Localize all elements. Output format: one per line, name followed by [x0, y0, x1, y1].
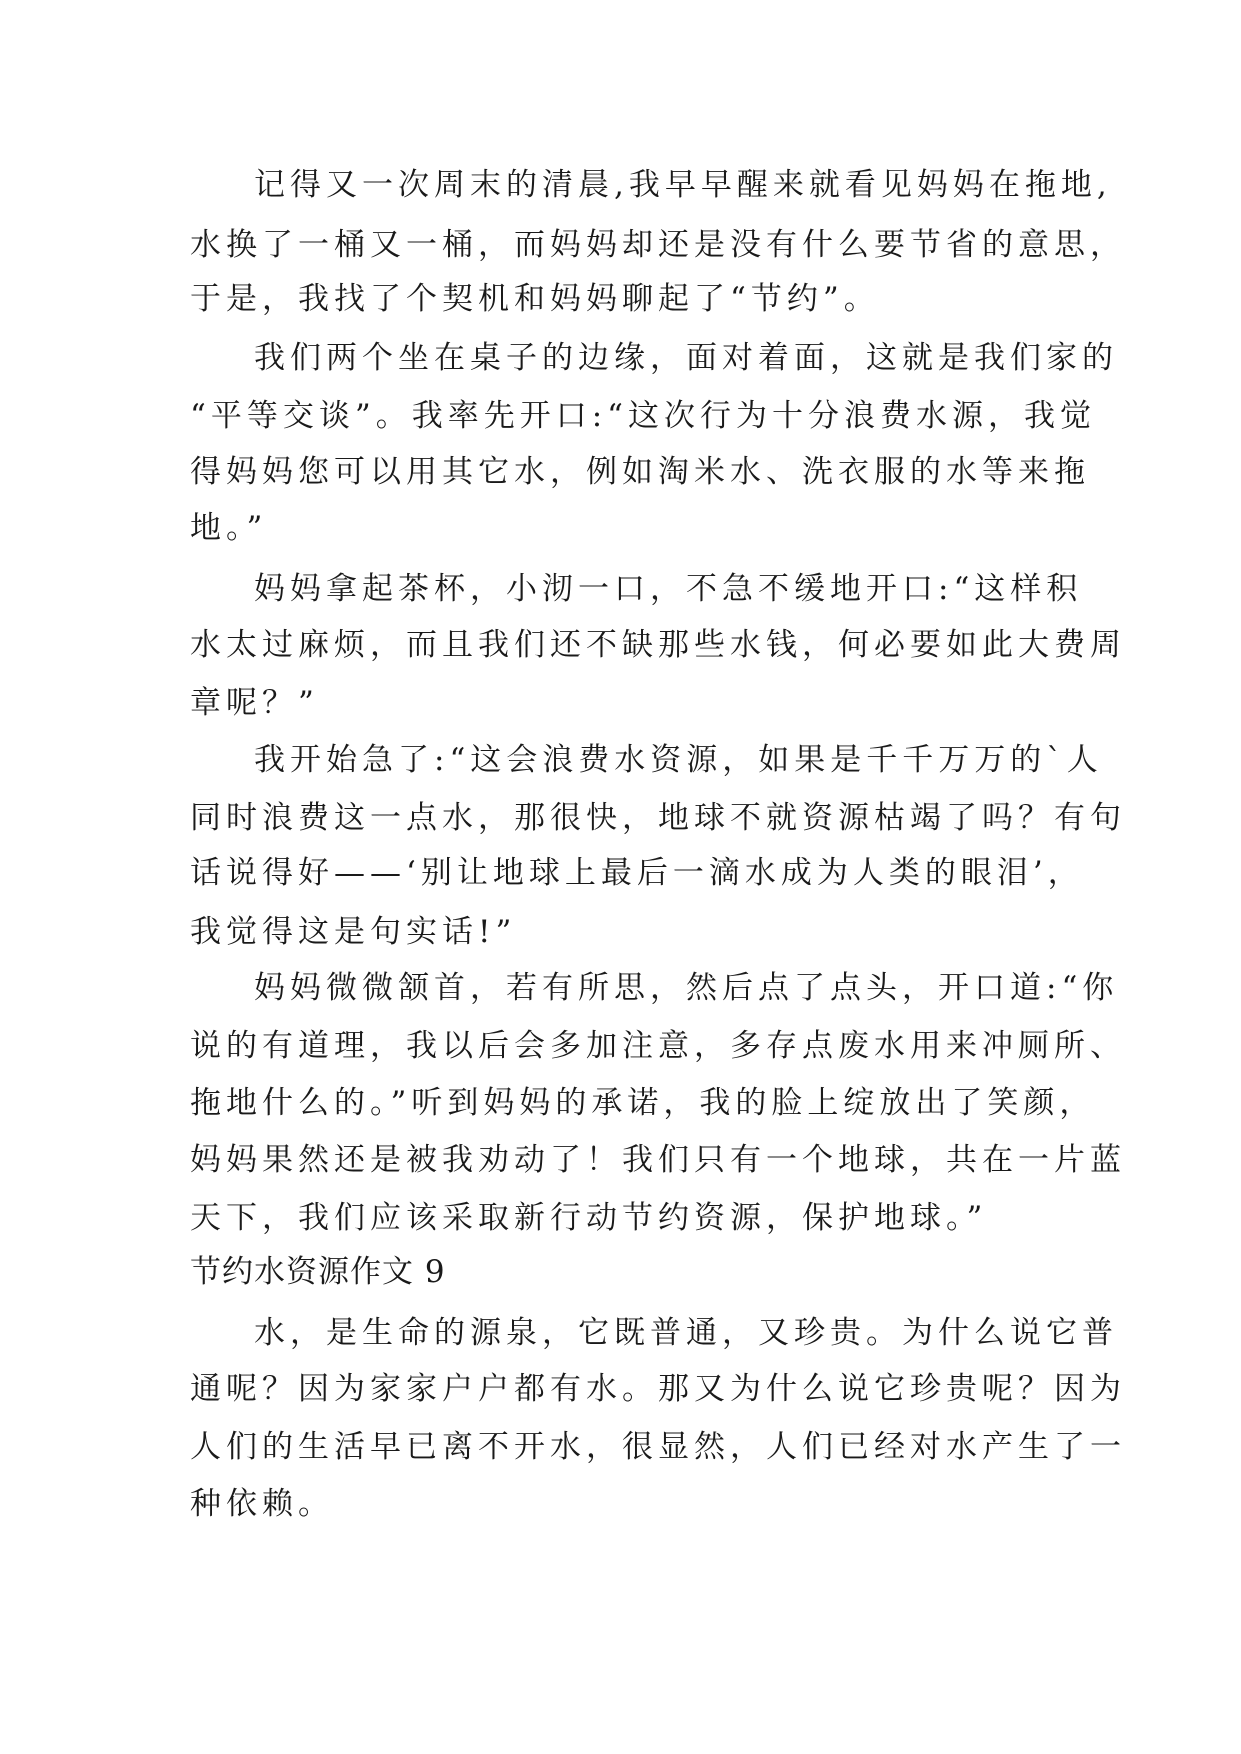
paragraph-5-line-2: 说的有道理，我以后会多加注意，多存点废水用来冲厕所、 — [190, 1028, 1126, 1064]
paragraph-2-line-1: 我们两个坐在桌子的边缘，面对着面，这就是我们家的 — [254, 340, 1118, 376]
paragraph-3-line-2: 水太过麻烦，而且我们还不缺那些水钱，何必要如此大费周 — [190, 627, 1126, 663]
section-heading: 节约水资源作文 9 — [190, 1254, 446, 1290]
paragraph-1-line-2: 水换了一桶又一桶，而妈妈却还是没有什么要节省的意思， — [190, 227, 1126, 263]
paragraph-5-line-4: 妈妈果然还是被我劝动了！我们只有一个地球，共在一片蓝 — [190, 1142, 1126, 1178]
final-paragraph-line-1: 水，是生命的源泉，它既普通，又珍贵。为什么说它普 — [254, 1315, 1118, 1351]
paragraph-3-line-3: 章呢？” — [190, 685, 319, 721]
paragraph-2-line-2: “平等交谈”。我率先开口:“这次行为十分浪费水源，我觉 — [190, 398, 1096, 434]
paragraph-4-line-3: 话说得好——‘别让地球上最后一滴水成为人类的眼泪’， — [190, 855, 1084, 891]
paragraph-1-line-3: 于是，我找了个契机和妈妈聊起了“节约”。 — [190, 281, 880, 317]
paragraph-1-line-1: 记得又一次周末的清晨,我早早醒来就看见妈妈在拖地, — [254, 167, 1112, 203]
paragraph-4-line-4: 我觉得这是句实话!” — [190, 914, 517, 950]
paragraph-3-line-1: 妈妈拿起茶杯，小沏一口，不急不缓地开口:“这样积 — [254, 571, 1083, 607]
final-paragraph-line-3: 人们的生活早已离不开水，很显然，人们已经对水产生了一 — [190, 1429, 1126, 1465]
paragraph-5-line-3: 拖地什么的。”听到妈妈的承诺，我的脸上绽放出了笑颜， — [190, 1085, 1096, 1121]
final-paragraph-line-2: 通呢？因为家家户户都有水。那又为什么说它珍贵呢？因为 — [190, 1371, 1126, 1407]
paragraph-2-line-3: 得妈妈您可以用其它水，例如淘米水、洗衣服的水等来拖 — [190, 454, 1090, 490]
paragraph-5-line-1: 妈妈微微颔首，若有所思，然后点了点头，开口道:“你 — [254, 970, 1119, 1006]
paragraph-5-line-5: 天下，我们应该采取新行动节约资源，保护地球。” — [190, 1200, 988, 1236]
final-paragraph-line-4: 种依赖。 — [190, 1486, 334, 1522]
paragraph-4-line-1: 我开始急了:“这会浪费水资源，如果是千千万万的`人 — [254, 742, 1103, 778]
paragraph-4-line-2: 同时浪费这一点水，那很快，地球不就资源枯竭了吗？有句 — [190, 800, 1126, 836]
paragraph-2-line-4: 地。” — [190, 510, 268, 546]
